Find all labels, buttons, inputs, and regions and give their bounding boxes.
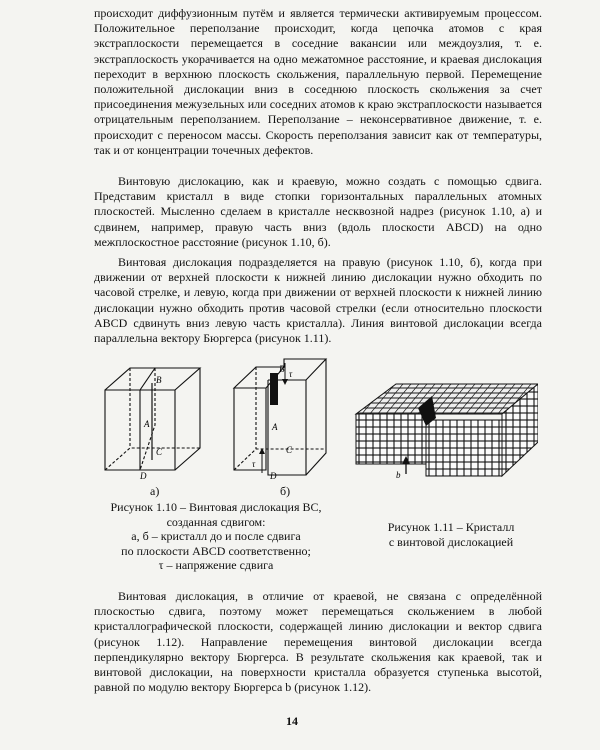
- point-b-label-b: B: [279, 364, 285, 374]
- figure-1-10a-sublabel: а): [150, 484, 160, 498]
- page-number: 14: [286, 714, 298, 728]
- paragraph-screw-creation: Винтовую дислокацию, как и краевую, можно создать с помощью сдвига. Представим кристалл в виде стопки горизонтальных параллельных атомных плоскостей. Мысленно сделаем в кристалле несквозной надрез (рисунок 1.10, а) и сдвинем, например, правую часть вниз (вдоль плоскости ABCD) на одно межплоскостное расстояние (рисунок 1.10, б).: [94, 174, 542, 249]
- caption-1-11-line-2: с винтовой дислокацией: [388, 534, 514, 549]
- caption-1-10-line-4: по плоскости ABCD соответственно;: [121, 543, 311, 558]
- stress-tau-top: τ: [289, 369, 293, 379]
- caption-1-10-line-2: созданная сдвигом:: [166, 514, 266, 529]
- caption-1-10-line-3: а, б – кристалл до и после сдвига: [131, 529, 301, 543]
- point-b-label: B: [156, 375, 162, 385]
- point-c-label: C: [156, 447, 163, 457]
- stress-tau-bottom: τ: [252, 459, 256, 469]
- point-a-label-b: A: [272, 422, 278, 432]
- burgers-vector-label: b: [396, 470, 401, 480]
- figure-1-10b-sublabel: б): [280, 484, 291, 498]
- paragraph-screw-slip: Винтовая дислокация, в отличие от краевой, не связана с определённой плоскостью сдвига, поэтому может перемещаться скольжением в любой кристаллографической плоскости, содержащей линию дислокации и вектор сдвига (рисунок 1.12). Направление перемещения винтовой дислокации всегда перпендикулярно вектору Бюргерса. В результате скольжения как краевой, так и винтовой дислокации, на поверхности кристалла образуется ступенька высотой, равной по модулю вектору Бюргерса b (рисунок 1.12).: [94, 589, 542, 695]
- figure-1-11-crystal-diagram: [352, 378, 538, 482]
- paragraph-climb: происходит диффузионным путём и является термически активируемым процессом. Положительное переползание происходит, когда цепочка атомов с края экстраплоскости перемещается в соседние вакансии или междоузлия, т. е. экстраплоскость укорачивается на одно межатомное расстояние, и краевая дислокация переходит в верхнюю плоскость скольжения, параллельную первой. Перемещение положительной дислокации вниз в соседнюю плоскость скольжения за счет присоединения межузельных или соседних атомов к краю экстраплоскости называется отрицательным переползанием. Переползание – неконсервативное движение, т. е. происходит с переносом массы. Скорость переползания зависит как от температуры, так и от концентрации точечных дефектов.: [94, 6, 542, 157]
- caption-1-11-line-1: Рисунок 1.11 – Кристалл: [387, 520, 515, 534]
- figure-1-10b-diagram: [226, 355, 338, 480]
- point-d-label: D: [140, 471, 147, 480]
- figure-1-11-caption: [360, 520, 542, 549]
- figure-1-10-caption: [96, 500, 336, 573]
- caption-1-10-line-5: τ – напряжение сдвига: [158, 558, 274, 572]
- point-c-label-b: C: [286, 445, 293, 455]
- caption-1-10-line-1: Рисунок 1.10 – Винтовая дислокация ВС,: [110, 500, 322, 514]
- paragraph-screw-handedness: Винтовая дислокация подразделяется на правую (рисунок 1.10, б), когда при движении от верхней плоскости к нижней линию дислокации нужно обходить по часовой стрелке, и левую, когда при движении от верхней плоскости к нижней линию дислокации нужно обходить против часовой стрелки (если относительно плоскости ABCD сдвинуть вниз левую часть кристалла). Линия винтовой дислокации всегда параллельна вектору Бюргерса (рисунок 1.11).: [94, 255, 542, 346]
- point-d-label-b: D: [270, 471, 277, 480]
- figure-1-10a-diagram: [100, 365, 210, 480]
- point-a-label: A: [144, 419, 150, 429]
